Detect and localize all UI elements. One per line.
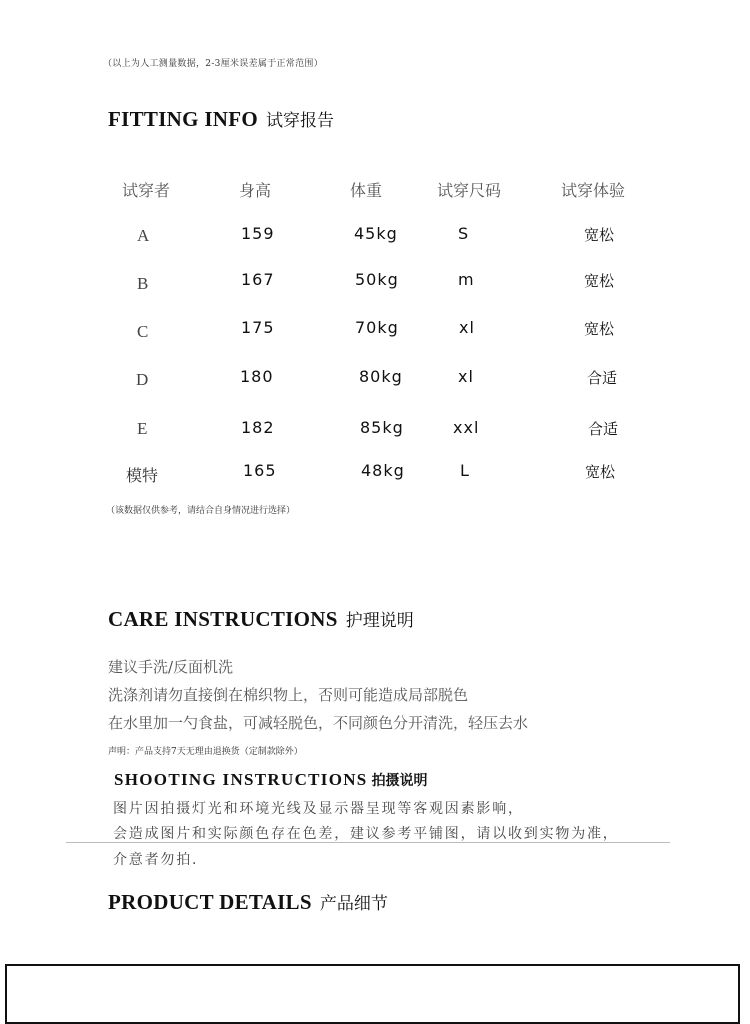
fitting-info-title xyxy=(108,106,334,132)
row-b-feel: 宽松 xyxy=(584,272,615,290)
fitting-title-en: FITTING INFO xyxy=(108,107,259,131)
row-d-feel: 合适 xyxy=(587,369,618,387)
row-e-height: 182 xyxy=(241,418,275,437)
row-model-size: L xyxy=(460,461,470,480)
row-model-height: 165 xyxy=(243,461,277,480)
row-a-weight: 45kg xyxy=(354,224,398,243)
row-b-size: m xyxy=(458,270,475,289)
row-b-weight: 50kg xyxy=(355,270,399,289)
care-title-en: CARE INSTRUCTIONS xyxy=(108,607,338,631)
row-a-name: A xyxy=(137,226,150,245)
row-c-name: C xyxy=(137,322,149,341)
product-details-title xyxy=(108,889,388,915)
row-a-feel: 宽松 xyxy=(584,226,615,244)
header-tester: 试穿者 xyxy=(122,181,171,200)
row-c-height: 175 xyxy=(241,318,275,337)
row-model-weight: 48kg xyxy=(361,461,405,480)
fitting-title-cn: 试穿报告 xyxy=(266,111,335,131)
row-a-height: 159 xyxy=(241,224,275,243)
product-image-frame xyxy=(5,964,740,1024)
care-line-2: 洗涤剂请勿直接倒在棉织物上，否则可能造成局部脱色 xyxy=(108,686,469,704)
shooting-title-cn: 拍摄说明 xyxy=(371,773,428,789)
row-d-height: 180 xyxy=(240,367,274,386)
shooting-instructions-title xyxy=(114,770,428,790)
row-e-size: xxl xyxy=(453,418,480,437)
row-e-weight: 85kg xyxy=(360,418,404,437)
row-c-weight: 70kg xyxy=(355,318,399,337)
care-title-cn: 护理说明 xyxy=(345,611,414,631)
shooting-line-2: 会造成图片和实际颜色存在色差，建议参考平铺图，请以收到实物为准， xyxy=(113,826,619,842)
measurement-note: （以上为人工测量数据，2-3厘米误差属于正常范围） xyxy=(103,59,323,69)
product-title-cn: 产品细节 xyxy=(319,894,388,914)
care-instructions-title xyxy=(108,606,414,632)
shooting-title-en: SHOOTING INSTRUCTIONS xyxy=(114,770,368,789)
row-d-weight: 80kg xyxy=(359,367,403,386)
table-note: （该数据仅供参考，请结合自身情况进行选择） xyxy=(106,506,296,516)
row-model-feel: 宽松 xyxy=(585,463,616,481)
header-weight: 体重 xyxy=(350,181,383,200)
row-c-size: xl xyxy=(459,318,475,337)
shooting-line-1: 图片因拍摄灯光和环境光线及显示器呈现等客观因素影响， xyxy=(113,801,524,817)
row-model-name: 模特 xyxy=(126,466,159,485)
care-line-1: 建议手洗/反面机洗 xyxy=(108,658,234,676)
row-b-name: B xyxy=(137,274,149,293)
row-e-name: E xyxy=(137,419,148,438)
row-d-name: D xyxy=(136,370,149,389)
header-size: 试穿尺码 xyxy=(437,181,502,200)
row-d-size: xl xyxy=(458,367,474,386)
return-statement: 声明：产品支持7天无理由退换货（定制款除外） xyxy=(108,747,303,757)
row-a-size: S xyxy=(458,224,470,243)
product-title-en: PRODUCT DETAILS xyxy=(108,890,312,914)
shooting-line-3: 介意者勿拍. xyxy=(113,852,199,868)
row-b-height: 167 xyxy=(241,270,275,289)
header-feel: 试穿体验 xyxy=(561,181,626,200)
row-c-feel: 宽松 xyxy=(584,320,615,338)
row-e-feel: 合适 xyxy=(588,420,619,438)
header-height: 身高 xyxy=(239,181,272,200)
care-line-3: 在水里加一勺食盐，可减轻脱色，不同颜色分开清洗，轻压去水 xyxy=(108,714,529,732)
